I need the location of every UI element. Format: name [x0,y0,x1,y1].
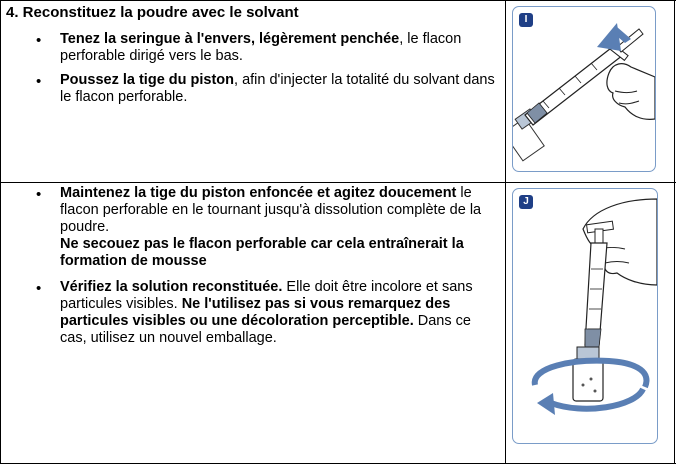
instruction-hold-syringe [60,31,500,65]
instruction-push-plunger [60,72,500,106]
bullet-marker: • [36,32,42,49]
instruction-text: Dans ce cas, utilisez un nouvel emballage. [60,313,471,346]
instruction-bold: Vérifiez la solution reconstituée. [60,279,283,295]
bullet-marker: • [36,280,42,297]
bullet-marker: • [36,186,42,203]
instruction-text: , le flacon perforable dirigé vers le bas. [60,31,462,64]
vial-shape [573,347,603,401]
table-border-right [674,0,675,464]
instruction-bold: Tenez la seringue à l'envers, légèrement penchée [60,31,400,47]
bullet-marker: • [36,73,42,90]
hand-shape [607,64,655,120]
column-divider [505,0,506,464]
instruction-text: , afin d'injecter la totalité du solvant dans le flacon perforable. [60,72,495,105]
table-border-left [0,0,1,464]
figure-label-badge: J [519,195,533,209]
section-title: 4. Reconstituez la poudre avec le solvant [6,4,299,21]
table-border-bottom [0,463,676,464]
instruction-text: Elle doit être incolore et sans particules visibles. [60,279,473,312]
figure-label-badge: I [519,13,533,27]
instruction-text: le flacon perforable en le tournant jusqu'à dissolution complète de la poudre. [60,185,482,235]
instruction-bold: Maintenez la tige du piston enfoncée et agitez doucement [60,185,457,201]
syringe-inject-illustration [513,7,655,171]
figure-j-panel [512,188,658,444]
instruction-bold: Poussez la tige du piston [60,72,235,88]
instruction-warning: Ne l'utilisez pas si vous remarquez des particules visibles ou une décoloration perceptible. [60,296,451,329]
instruction-check-solution [60,279,500,347]
instruction-swirl-vial [60,185,500,270]
figure-i-panel [512,6,656,172]
swirl-vial-illustration [513,189,657,443]
row-divider [0,182,676,183]
instruction-warning: Ne secouez pas le flacon perforable car cela entraînerait la formation de mousse [60,236,464,269]
table-border-top [0,0,676,1]
